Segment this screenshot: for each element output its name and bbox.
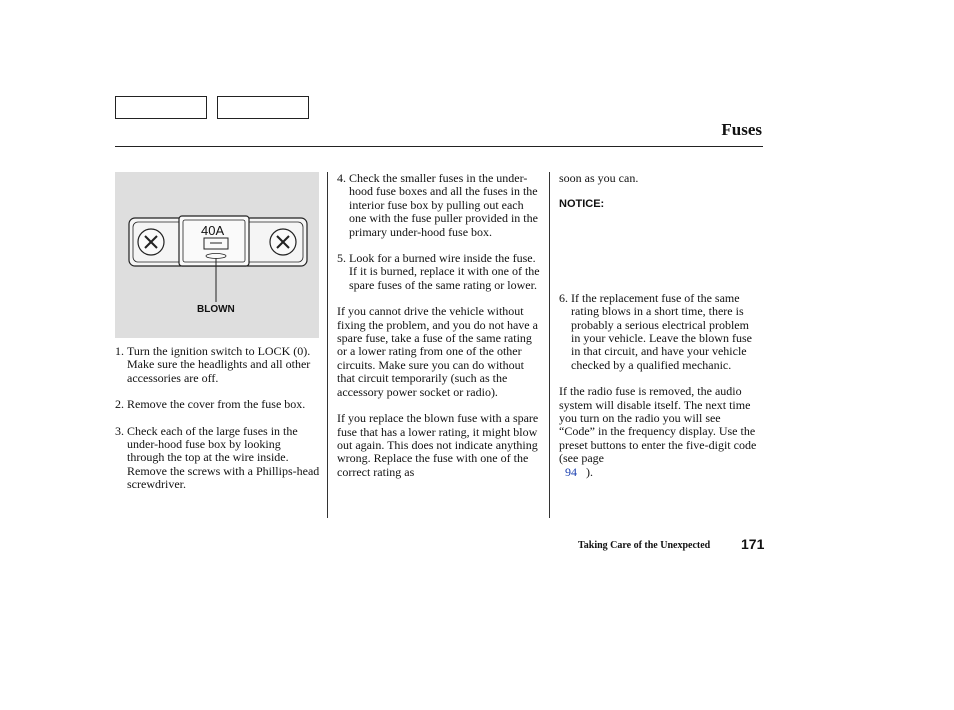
screw-left-icon — [138, 229, 164, 255]
notice-heading: NOTICE: — [559, 198, 605, 211]
radio-paragraph-text: If the radio fuse is removed, the audio system will disable itself. The next time you turn on the radio you will see “Code” in the frequency display. Use the preset buttons to enter the five-digit code (see page — [559, 384, 757, 466]
list-item — [115, 398, 320, 411]
list-item — [337, 172, 540, 239]
column-divider — [327, 172, 328, 518]
list-item — [559, 292, 759, 372]
page-number: 171 — [741, 536, 765, 552]
item-number: 2. — [115, 397, 124, 412]
body-paragraph — [559, 385, 759, 479]
fuse-figure — [115, 172, 319, 338]
item-text: Check each of the large fuses in the under-hood fuse box by looking through the top at the wire inside. Remove the screws with a Phillips-head screwdriver. — [127, 423, 320, 492]
item-number: 6. — [559, 290, 568, 305]
column-3 — [559, 172, 759, 479]
page-link[interactable]: 94 — [565, 464, 577, 479]
header-rule — [115, 146, 763, 147]
item-text: Turn the ignition switch to LOCK (0). Make sure the headlights and all other accessories are off. — [127, 344, 311, 385]
column-2 — [337, 172, 540, 479]
footer-section: Taking Care of the Unexpected — [578, 540, 711, 551]
item-text: Remove the cover from the fuse box. — [127, 397, 306, 412]
item-text: Look for a burned wire inside the fuse. If it is burned, replace it with one of the spare fuses of the same rating or lower. — [349, 251, 540, 292]
column-1 — [115, 345, 320, 492]
paragraph-end: ). — [586, 464, 593, 479]
body-paragraph: soon as you can. — [559, 171, 639, 185]
body-paragraph: If you cannot drive the vehicle without fixing the problem, and you do not have a spare fuse, take a fuse of the same rating or a lower rating from one of the other circuits. Make sure you can do without that circuit temporarily (such as the accessory power socket or radio). — [337, 304, 538, 399]
body-paragraph: If you replace the blown fuse with a spare fuse that has a lower rating, it might blow out again. This does not indicate anything wrong. Replace the fuse with one of the correct rating as — [337, 411, 539, 479]
screw-right-icon — [270, 229, 296, 255]
nav-button-right[interactable] — [217, 96, 309, 119]
item-text: Check the smaller fuses in the under-hood fuse boxes and all the fuses in the interior fuse box by pulling out each one with the fuse puller provided in the primary under-hood fuse box. — [349, 171, 538, 239]
column-divider — [549, 172, 550, 518]
list-item — [337, 252, 540, 292]
nav-button-left[interactable] — [115, 96, 207, 119]
list-item — [115, 425, 320, 492]
blown-label: BLOWN — [197, 304, 235, 315]
page-title: Fuses — [721, 120, 762, 139]
item-number: 3. — [115, 423, 124, 438]
item-number: 1. — [115, 344, 124, 358]
item-number: 4. — [337, 171, 346, 185]
item-number: 5. — [337, 251, 346, 266]
item-text: If the replacement fuse of the same rating blows in a short time, there is probably a serious electrical problem in your vehicle. Leave the blown fuse in that circuit, and have your vehicle checked by a qualified mechanic. — [571, 290, 752, 372]
fuse-rating: 40A — [201, 223, 225, 238]
list-item — [115, 345, 320, 385]
